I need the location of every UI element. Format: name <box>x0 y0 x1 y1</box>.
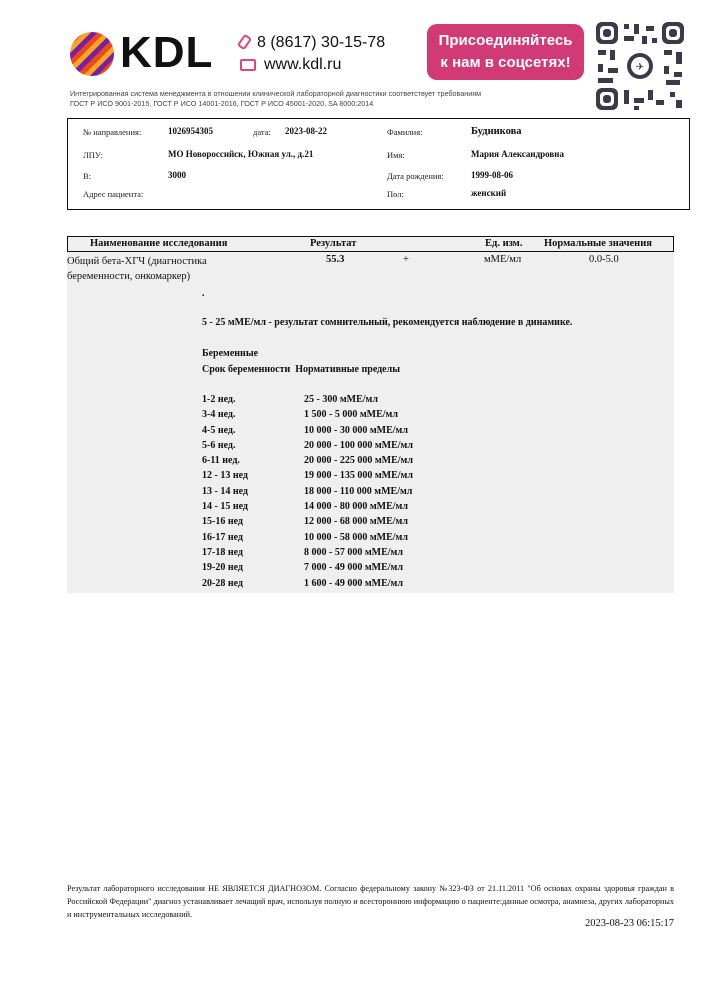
lpu-value: МО Новороссийск, Южная ул., д.21 <box>168 149 314 159</box>
surname-value: Будникова <box>471 126 522 137</box>
col-normal: Нормальные значения <box>544 238 652 249</box>
comment-dot: . <box>202 288 205 299</box>
phone-icon <box>237 34 252 51</box>
list-item: 13 - 14 нед 18 000 - 110 000 мМЕ/мл <box>202 485 413 497</box>
comment-text: 5 - 25 мМЕ/мл - результат сомнительный, рекомендуется наблюдение в динамике. <box>202 317 573 328</box>
col-result: Результат <box>310 238 357 249</box>
v-label: В: <box>83 171 92 181</box>
phone-number: 8 (8617) 30-15-78 <box>257 34 386 51</box>
monitor-icon <box>240 59 256 71</box>
pregnant-title: Беременные <box>202 348 259 359</box>
list-item: 12 - 13 нед 19 000 - 135 000 мМЕ/мл <box>202 470 413 482</box>
lpu-label: ЛПУ: <box>83 150 103 160</box>
test-name: Общий бета-ХГЧ (диагностика беременности, онкомаркер) <box>67 256 207 282</box>
svg-text:✈: ✈ <box>635 62 645 73</box>
list-item: 20-28 нед 1 600 - 49 000 мМЕ/мл <box>202 577 403 589</box>
referral-label: № направления: <box>83 127 142 137</box>
dob-value: 1999-08-06 <box>471 170 513 180</box>
pregnancy-ranges-list <box>202 394 502 593</box>
social-banner[interactable] <box>427 24 584 80</box>
list-item: 19-20 нед 7 000 - 49 000 мМЕ/мл <box>202 562 403 574</box>
date-label: дата: <box>253 127 271 137</box>
list-item: 4-5 нед. 10 000 - 30 000 мМЕ/мл <box>202 424 408 436</box>
patient-info-box <box>67 118 690 210</box>
list-item: 14 - 15 нед 14 000 - 80 000 мМЕ/мл <box>202 501 408 513</box>
ranges-table-header: Срок беременности Нормативные пределы <box>202 364 401 375</box>
social-line-1: Присоединяйтесь <box>438 32 573 49</box>
list-item: 5-6 нед. 20 000 - 100 000 мМЕ/мл <box>202 439 413 451</box>
website-link: www.kdl.ru <box>264 56 342 73</box>
phone-contact[interactable] <box>240 34 385 52</box>
v-value: 3000 <box>168 170 186 180</box>
result-unit: мМЕ/мл <box>484 254 522 265</box>
website-contact[interactable] <box>240 56 341 74</box>
results-table-header <box>67 236 674 252</box>
col-test-name: Наименование исследования <box>90 238 228 249</box>
list-item: 1-2 нед. 25 - 300 мМЕ/мл <box>202 394 378 405</box>
list-item: 6-11 нед. 20 000 - 225 000 мМЕ/мл <box>202 455 413 467</box>
address-label: Адрес пациента: <box>83 189 144 199</box>
social-line-2: к нам в соцсетях! <box>440 54 571 71</box>
certification-text: Интегрированная система менеджмента в отношении клинической лабораторной диагностики соответствует требованиям ГОСТ Р ИСО 9001-2015, ГОСТ Р ИСО 14001-2016, ГОСТ Р ИСО 45001-2020, SA 8000:2014 <box>70 89 482 108</box>
list-item: 16-17 нед 10 000 - 58 000 мМЕ/мл <box>202 531 408 543</box>
kdl-logo-text: KDL <box>120 28 214 77</box>
list-item: 17-18 нед 8 000 - 57 000 мМЕ/мл <box>202 546 403 558</box>
dob-label: Дата рождения: <box>387 171 444 181</box>
name-value: Мария Александровна <box>471 149 564 159</box>
kdl-logo-icon <box>70 32 114 76</box>
list-item: 3-4 нед. 1 500 - 5 000 мМЕ/мл <box>202 409 398 421</box>
result-flag: + <box>403 254 409 265</box>
disclaimer-text: Результат лабораторного исследования НЕ ЯВЛЯЕТСЯ ДИАГНОЗОМ. Согласно федеральному закону №323-ФЗ от 21.11.2011 "Об основах охраны здоровья граждан в Российской Федерации" диагноз устанавливает лечащий врач, используя полную и всестороннюю информацию о пациенте:данные осмотра, анамнеза, других лабораторных и инструментальных исследований. <box>67 884 674 919</box>
col-unit: Ед. изм. <box>485 238 523 249</box>
date-value: 2023-08-22 <box>285 126 327 136</box>
sex-value: женский <box>471 188 507 198</box>
normal-range: 0.0-5.0 <box>589 254 619 265</box>
surname-label: Фамилия: <box>387 127 423 137</box>
name-label: Имя: <box>387 150 405 160</box>
referral-value: 1026954305 <box>168 126 213 136</box>
result-value: 55.3 <box>326 254 345 265</box>
print-timestamp: 2023-08-23 06:15:17 <box>585 918 674 929</box>
sex-label: Пол: <box>387 189 404 199</box>
list-item: 15-16 нед 12 000 - 68 000 мМЕ/мл <box>202 516 408 528</box>
